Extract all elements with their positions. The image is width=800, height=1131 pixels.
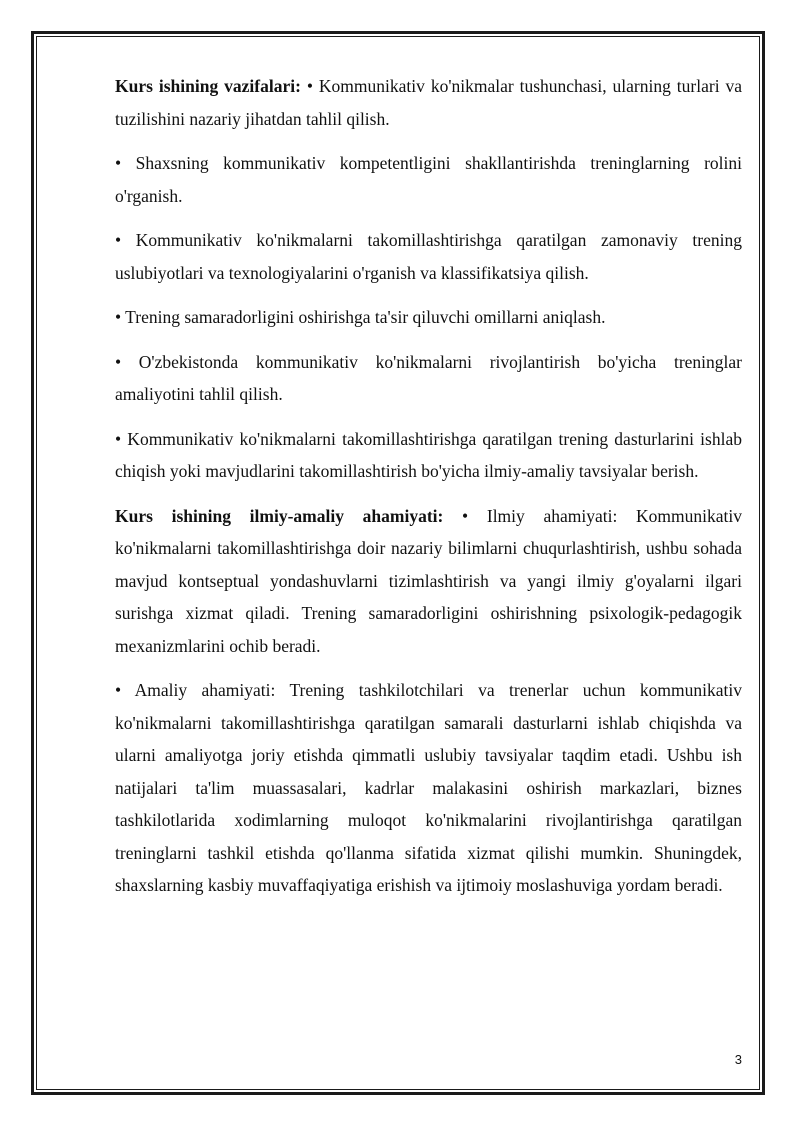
task-item: • Shaxsning kommunikativ kompetentligini shakllantirishda treninglarning rolini o'rganish. (115, 153, 742, 206)
tasks-paragraph (115, 70, 742, 135)
task-item: • O'zbekistonda kommunikativ ko'nikmalarni rivojlantirish bo'yicha treninglar amaliyotini tahlil qilish. (115, 351, 742, 404)
task-item: • Trening samaradorligini oshirishga ta'sir qiluvchi omillarni aniqlash. (115, 307, 606, 327)
significance-heading: Kurs ishining ilmiy-amaliy ahamiyati: (115, 505, 444, 526)
practical-significance-paragraph: • Amaliy ahamiyati: Trening tashkilotchilari va trenerlar uchun kommunikativ ko'nikmalarni takomillashtirishga qaratilgan samarali dasturlarni ishlab chiqishda va ularni amaliyotga joriy etishda qimmatli uslubiy tavsiyalar taqdim etadi. Ushbu ish natijalari ta'lim muassasalari, kadrlar malakasini oshirish markazlari, biznes tashkilotlarida xodimlarning muloqot ko'nikmalarini rivojlantirishga qaratilgan treninglarni tashkil etishda qo'llanma sifatida xizmat qilishi mumkin. Shuningdek, shaxslarning kasbiy muvaffaqiyatiga erishish va ijtimoiy moslashuviga yordam beradi. (115, 680, 742, 895)
significance-paragraph (115, 500, 742, 663)
task-item: • Kommunikativ ko'nikmalarni takomillashtirishga qaratilgan zamonaviy trening uslubiyotlari va texnologiyalarini o'rganish va klassifikatsiya qilish. (115, 230, 742, 283)
page-number: 3 (734, 1052, 742, 1067)
tasks-intro: • Kommunikativ ko'nikmalar tushunchasi, ularning turlari va tuzilishini nazariy jihatdan tahlil qilish. (115, 76, 743, 129)
page-content (115, 70, 742, 914)
task-item: • Kommunikativ ko'nikmalarni takomillashtirishga qaratilgan trening dasturlarini ishlab chiqish yoki mavjudlarini takomillashtirish bo'yicha ilmiy-amaliy tavsiyalar berish. (115, 428, 742, 481)
tasks-heading: Kurs ishining vazifalari: (115, 76, 301, 96)
significance-intro: • Ilmiy ahamiyati: Kommunikativ ko'nikmalarni takomillashtirishga doir nazariy bilimlarni chuqurlashtirish, ushbu sohada mavjud kontseptual yondashuvlarni tizimlashtirish va yangi ilmiy g'oyalarni ilgari surishga xizmat qiladi. Trening samaradorligini oshirishning psixologik-pedagogik mexanizmlarini ochib beradi. (115, 505, 743, 656)
